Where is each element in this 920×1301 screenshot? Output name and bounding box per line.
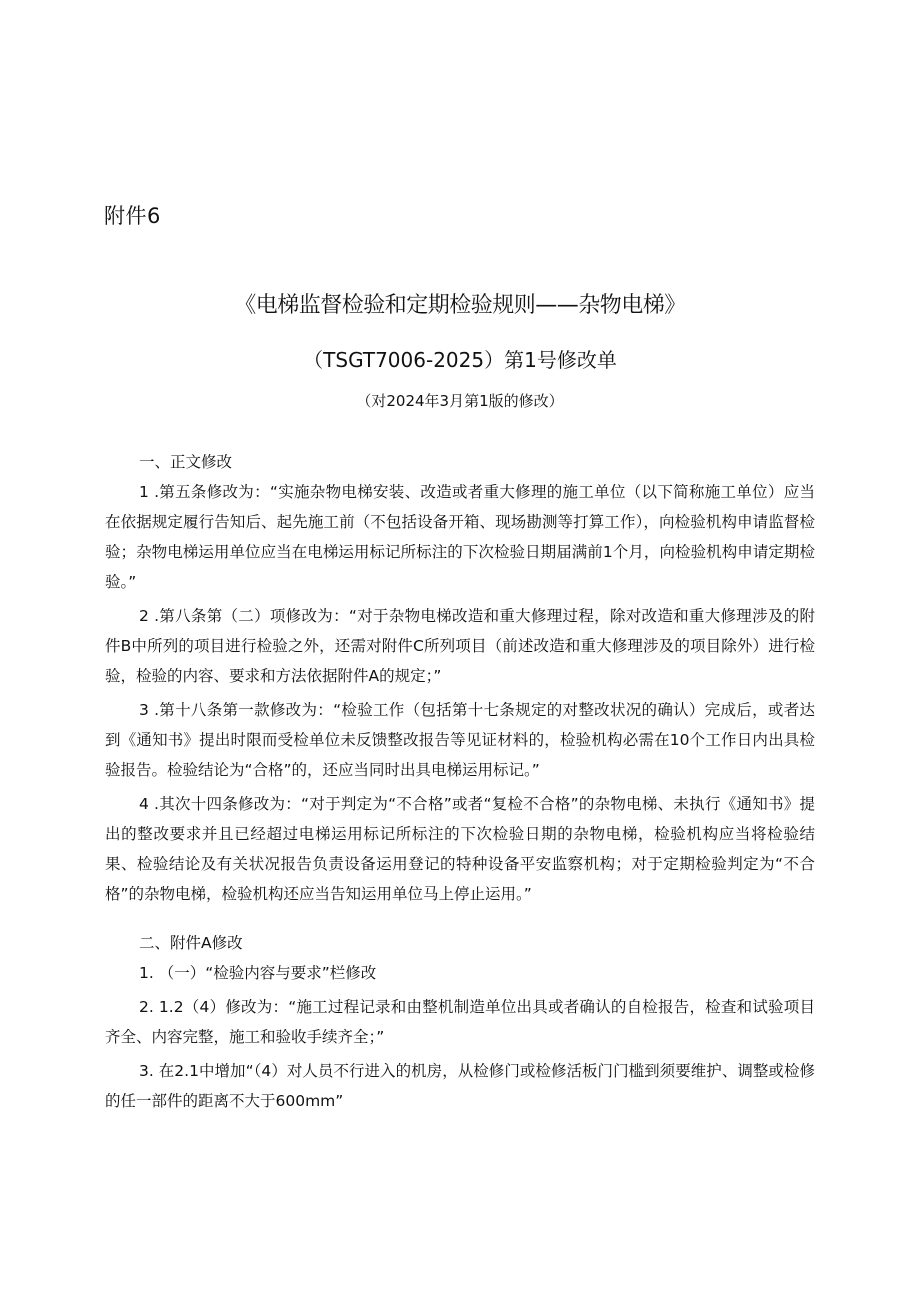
document-title: 《电梯监督检验和定期检验规则——杂物电梯》 xyxy=(234,293,686,318)
amendment-item: 1. （一）“检验内容与要求”栏修改 xyxy=(139,964,377,982)
attachment-label: 附件6 xyxy=(104,204,161,228)
section-heading: 二、附件A修改 xyxy=(139,934,243,952)
amendment-item: 1 .第五条修改为：“实施杂物电梯安装、改造或者重大修理的施工单位（以下简称施工单位）应当在依据规定履行告知后、起先施工前（不包括设备开箱、现场勘测等打算工作），向检验机构申请监督检验；杂物电梯运用单位应当在电梯运用标记所标注的下次检验日期届满前1个月，向检验机构申请定期检验。” xyxy=(105,483,815,591)
amendment-item: 3 .第十八条第一款修改为：“检验工作（包括第十七条规定的对整改状况的确认）完成后，或者达到《通知书》提出时限而受检单位未反馈整改报告等见证材料的，检验机构必需在10个工作日内出具检验报告。检验结论为“合格”的，还应当同时出具电梯运用标记。” xyxy=(105,701,815,779)
amendment-item: 2. 1.2（4）修改为：“施工过程记录和由整机制造单位出具或者确认的自检报告，检查和试验项目齐全、内容完整，施工和验收手续齐全；” xyxy=(105,998,815,1046)
section-annex-a-amendments xyxy=(105,928,815,1120)
amendment-item: 4 .其次十四条修改为：“对于判定为“不合格”或者“复检不合格”的杂物电梯、未执行《通知书》提出的整改要求并且已经超过电梯运用标记所标注的下次检验日期的杂物电梯，检验机构应当将检验结果、检验结论及有关状况报告负责设备运用登记的特种设备平安监察机构；对于定期检验判定为“不合格”的杂物电梯，检验机构还应当告知运用单位马上停止运用。” xyxy=(105,795,815,903)
revision-note: （对2024年3月第1版的修改） xyxy=(356,392,564,410)
section-heading: 一、正文修改 xyxy=(139,453,233,471)
document-subtitle: （TSGT7006-2025）第1号修改单 xyxy=(303,348,617,372)
amendment-item: 2 .第八条第（二）项修改为：“对于杂物电梯改造和重大修理过程，除对改造和重大修理涉及的附件B中所列的项目进行检验之外，还需对附件C所列项目（前述改造和重大修理涉及的项目除外）进行检验，检验的内容、要求和方法依据附件A的规定；” xyxy=(105,607,815,685)
section-body-text-amendments xyxy=(105,447,815,913)
amendment-item: 3. 在2.1中增加“（4）对人员不行进入的机房，从检修门或检修活板门门槛到须要维护、调整或检修的任一部件的距离不大于600mm” xyxy=(105,1062,815,1110)
